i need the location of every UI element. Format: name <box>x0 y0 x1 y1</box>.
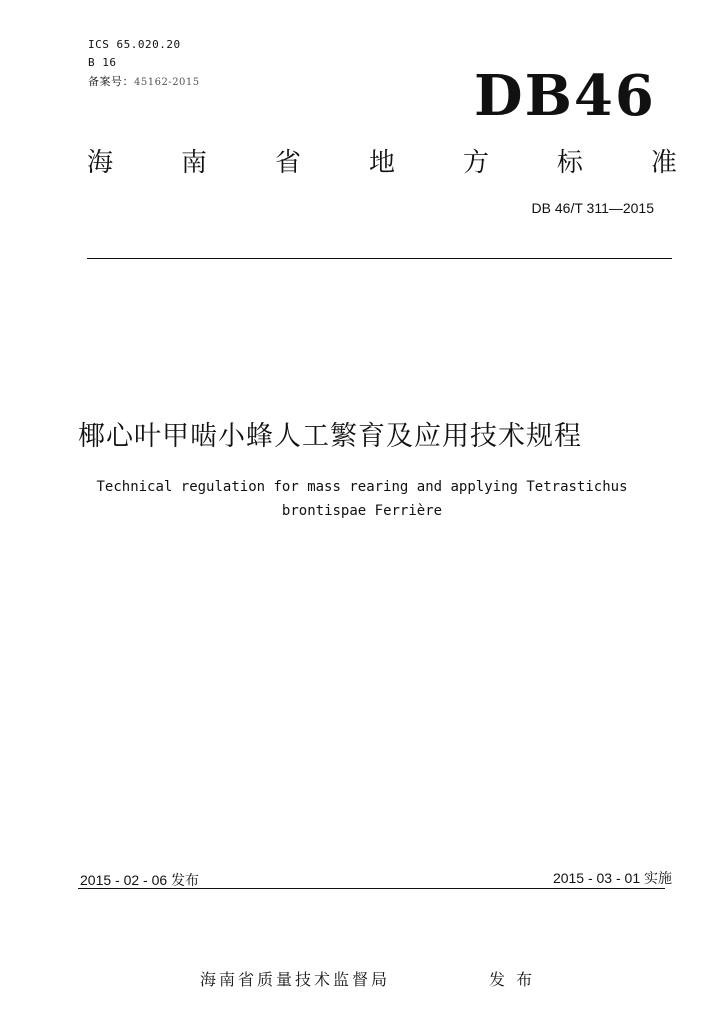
record-number <box>88 75 200 90</box>
standard-category <box>87 142 677 179</box>
implementation-date: 2015 - 03 - 01 实施 <box>552 870 672 886</box>
ics-code: ICS 65.020.20 <box>88 38 181 51</box>
category-char: 地 <box>368 148 395 178</box>
category-char: 南 <box>180 148 207 178</box>
document-title-english-line2: brontispae Ferrière <box>281 503 443 519</box>
issue-date: 2015 - 02 - 06 发布 <box>80 872 200 888</box>
category-char: 海 <box>87 148 114 178</box>
ccs-code: B 16 <box>88 56 117 69</box>
category-char: 标 <box>556 148 583 178</box>
standard-number: DB 46/T 311—2015 <box>531 200 654 216</box>
record-value: 45162-2015 <box>134 77 200 88</box>
issuer-action: 发 布 <box>489 970 536 989</box>
document-title-chinese: 椰心叶甲啮小蜂人工繁育及应用技术规程 <box>78 421 582 452</box>
header-divider <box>87 258 672 259</box>
issuer-name: 海南省质量技术监督局 <box>200 970 391 989</box>
category-char: 省 <box>274 148 301 178</box>
record-label: 备案号： <box>88 75 134 88</box>
standard-code-logo: DB46 <box>474 63 656 129</box>
footer-divider <box>78 888 665 889</box>
category-char: 准 <box>650 148 677 178</box>
document-title-english-line1: Technical regulation for mass rearing and applying Tetrastichus <box>96 479 628 495</box>
category-char: 方 <box>462 148 489 178</box>
